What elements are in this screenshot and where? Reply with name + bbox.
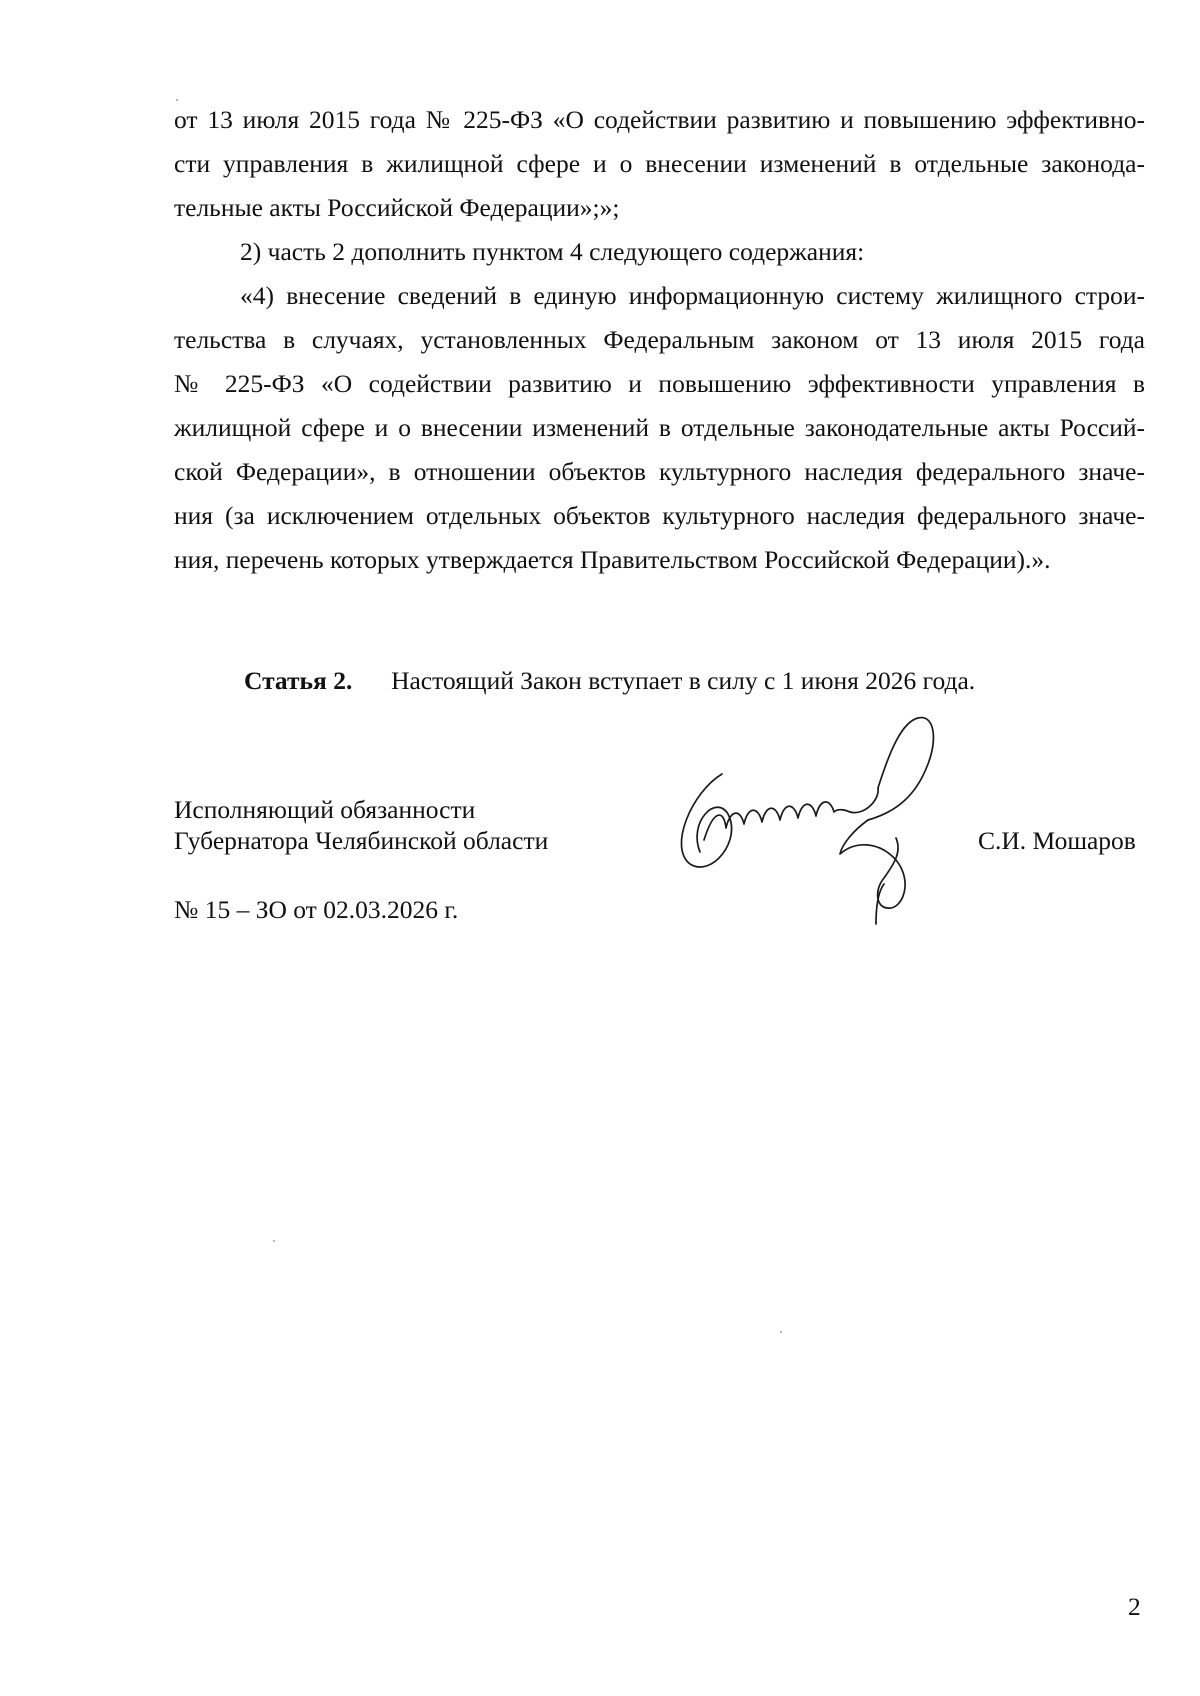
paragraph-3-line-7: ния, перечень которых утверждается Правительством Российской Федерации).». [174, 545, 1051, 574]
paragraph-1-line-1: от 13 июля 2015 года № 225-ФЗ «О содействии развитию и повышению эффективно- [174, 105, 1145, 134]
scan-speck [273, 1240, 275, 1242]
paragraph-1-line-3: тельные акты Российской Федерации»;»; [174, 193, 620, 222]
paragraph-1-line-2: сти управления в жилищной сфере и о внесении изменений в отдельные законода- [174, 149, 1145, 178]
paragraph-3-line-2: тельства в случаях, установленных Федеральным законом от 13 июля 2015 года [174, 325, 1145, 354]
paragraph-3-line-6: ния (за исключением отдельных объектов культурного наследия федерального значе- [174, 501, 1145, 530]
signer-name: С.И. Мошаров [978, 826, 1136, 855]
paragraph-3-line-5: ской Федерации», в отношении объектов культурного наследия федерального значе- [174, 457, 1145, 486]
scan-speck [176, 99, 178, 101]
law-number: № 15 – ЗО от 02.03.2026 г. [174, 895, 459, 924]
paragraph-3-line-4: жилищной сфере и о внесении изменений в отдельные законодательные акты Россий- [174, 413, 1145, 442]
scan-speck [780, 1331, 782, 1333]
article-2 [244, 665, 975, 696]
page-number: 2 [1128, 1592, 1141, 1621]
paragraph-3-line-3: № 225-ФЗ «О содействии развитию и повышению эффективности управления в [174, 369, 1145, 398]
article-2-label: Статья 2. [244, 666, 353, 695]
handwritten-signature-icon [670, 712, 970, 932]
signer-position-line-2: Губернатора Челябинской области [174, 826, 549, 855]
signer-position-line-1: Исполняющий обязанности [174, 795, 476, 824]
article-2-text: Настоящий Закон вступает в силу с 1 июня 2026 года. [391, 666, 976, 695]
paragraph-2-line-1: 2) часть 2 дополнить пунктом 4 следующего содержания: [240, 237, 865, 266]
paragraph-3-line-1: «4) внесение сведений в единую информационную систему жилищного строи- [240, 281, 1145, 310]
